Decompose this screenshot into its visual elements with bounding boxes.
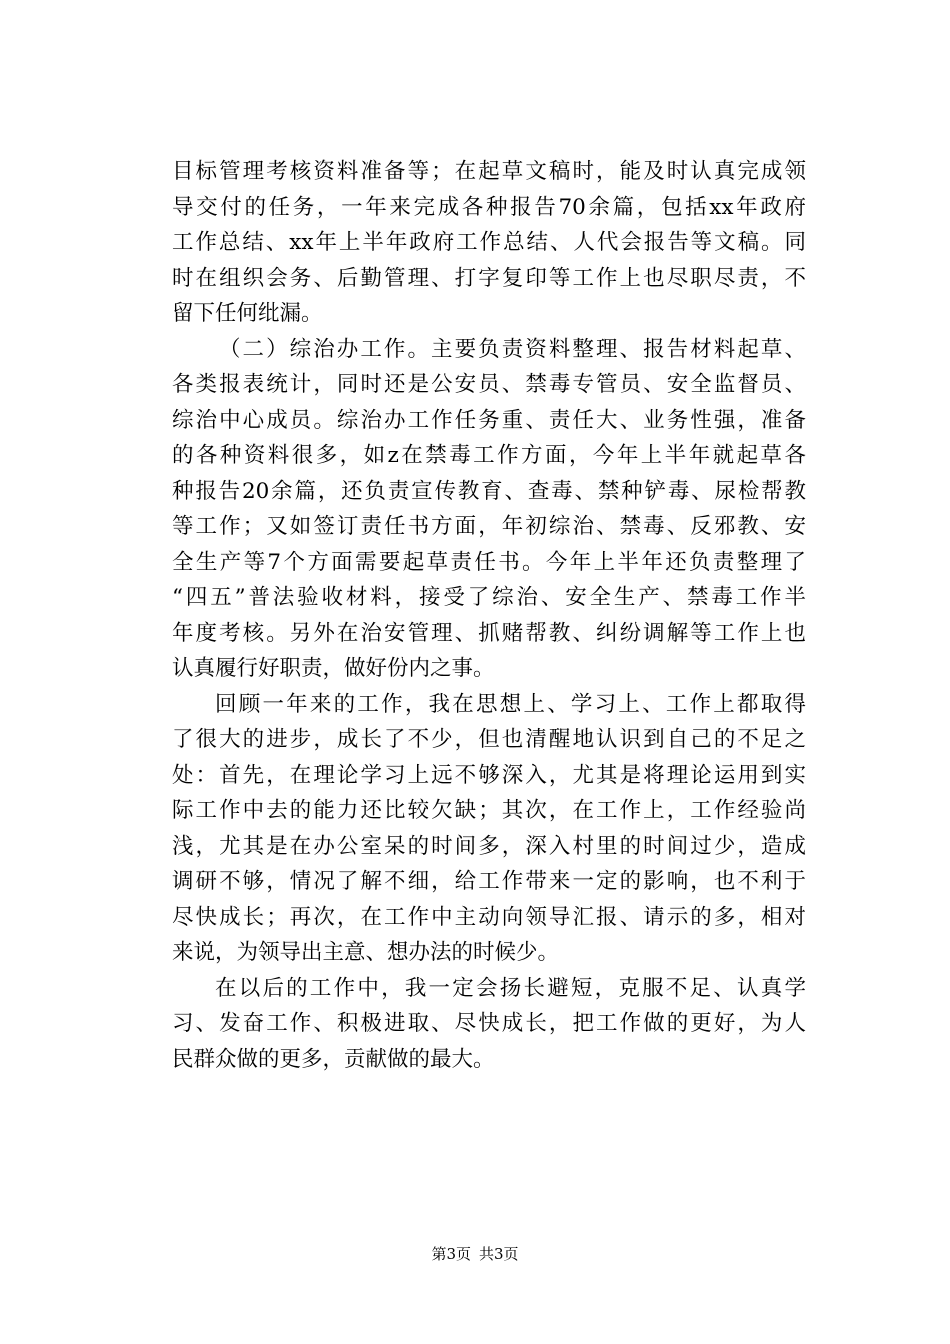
- text-line: 尽快成长；再次，在工作中主动向领导汇报、请示的多，相对: [172, 904, 806, 930]
- text-line: 留下任何纰漏。: [172, 301, 323, 326]
- text-line: 处：首先，在理论学习上远不够深入，尤其是将理论运用到实: [172, 762, 806, 788]
- page-total: 共3页: [479, 1245, 519, 1263]
- text-line: 在以后的工作中，我一定会扬长避短，克服不足、认真学: [215, 975, 806, 1001]
- text-line: 来说，为领导出主意、想办法的时候少。: [172, 940, 560, 965]
- text-line: 民群众做的更多，贡献做的最大。: [172, 1046, 495, 1072]
- page-number: 第3页: [431, 1245, 471, 1263]
- text-line: 认真履行好职责，做好份内之事。: [172, 656, 495, 681]
- text-line: 目标管理考核资料准备等；在起草文稿时，能及时认真完成领: [172, 159, 806, 184]
- text-line: 全生产等7个方面需要起草责任书。今年上半年还负责整理了: [172, 549, 806, 575]
- text-line: 各类报表统计，同时还是公安员、禁毒专管员、安全监督员、: [172, 372, 806, 397]
- text-line: 导交付的任务，一年来完成各种报告70余篇，包括xx年政府: [172, 194, 806, 220]
- text-line: 际工作中去的能力还比较欠缺；其次，在工作上，工作经验尚: [172, 798, 806, 823]
- document-body: [172, 154, 806, 1077]
- text-line: 习、发奋工作、积极进取、尽快成长，把工作做的更好，为人: [172, 1011, 806, 1036]
- text-line: 工作总结、xx年上半年政府工作总结、人代会报告等文稿。同: [172, 230, 806, 255]
- text-line: 综治中心成员。综治办工作任务重、责任大、业务性强，准备: [172, 407, 806, 433]
- text-line: “四五”普法验收材料，接受了综治、安全生产、禁毒工作半: [172, 585, 806, 610]
- text-line: 时在组织会务、后勤管理、打字复印等工作上也尽职尽责，不: [172, 265, 806, 291]
- text-line: 回顾一年来的工作，我在思想上、学习上、工作上都取得: [215, 691, 806, 717]
- text-line: （二）综治办工作。主要负责资料整理、报告材料起草、: [219, 336, 806, 362]
- text-line: 年度考核。另外在治安管理、抓赌帮教、纠纷调解等工作上也: [172, 620, 806, 646]
- text-line: 调研不够，情况了解不细，给工作带来一定的影响，也不利于: [172, 869, 806, 894]
- text-line: 了很大的进步，成长了不少，但也清醒地认识到自己的不足之: [172, 727, 806, 752]
- text-line: 浅，尤其是在办公室呆的时间多，深入村里的时间过少，造成: [172, 833, 806, 859]
- text-line: 种报告20余篇，还负责宣传教育、查毒、禁种铲毒、尿检帮教: [172, 478, 806, 504]
- text-line: 等工作；又如签订责任书方面，年初综治、禁毒、反邪教、安: [172, 514, 806, 539]
- text-line: 的各种资料很多，如z在禁毒工作方面，今年上半年就起草各: [172, 443, 806, 468]
- page-footer: [0, 1244, 950, 1264]
